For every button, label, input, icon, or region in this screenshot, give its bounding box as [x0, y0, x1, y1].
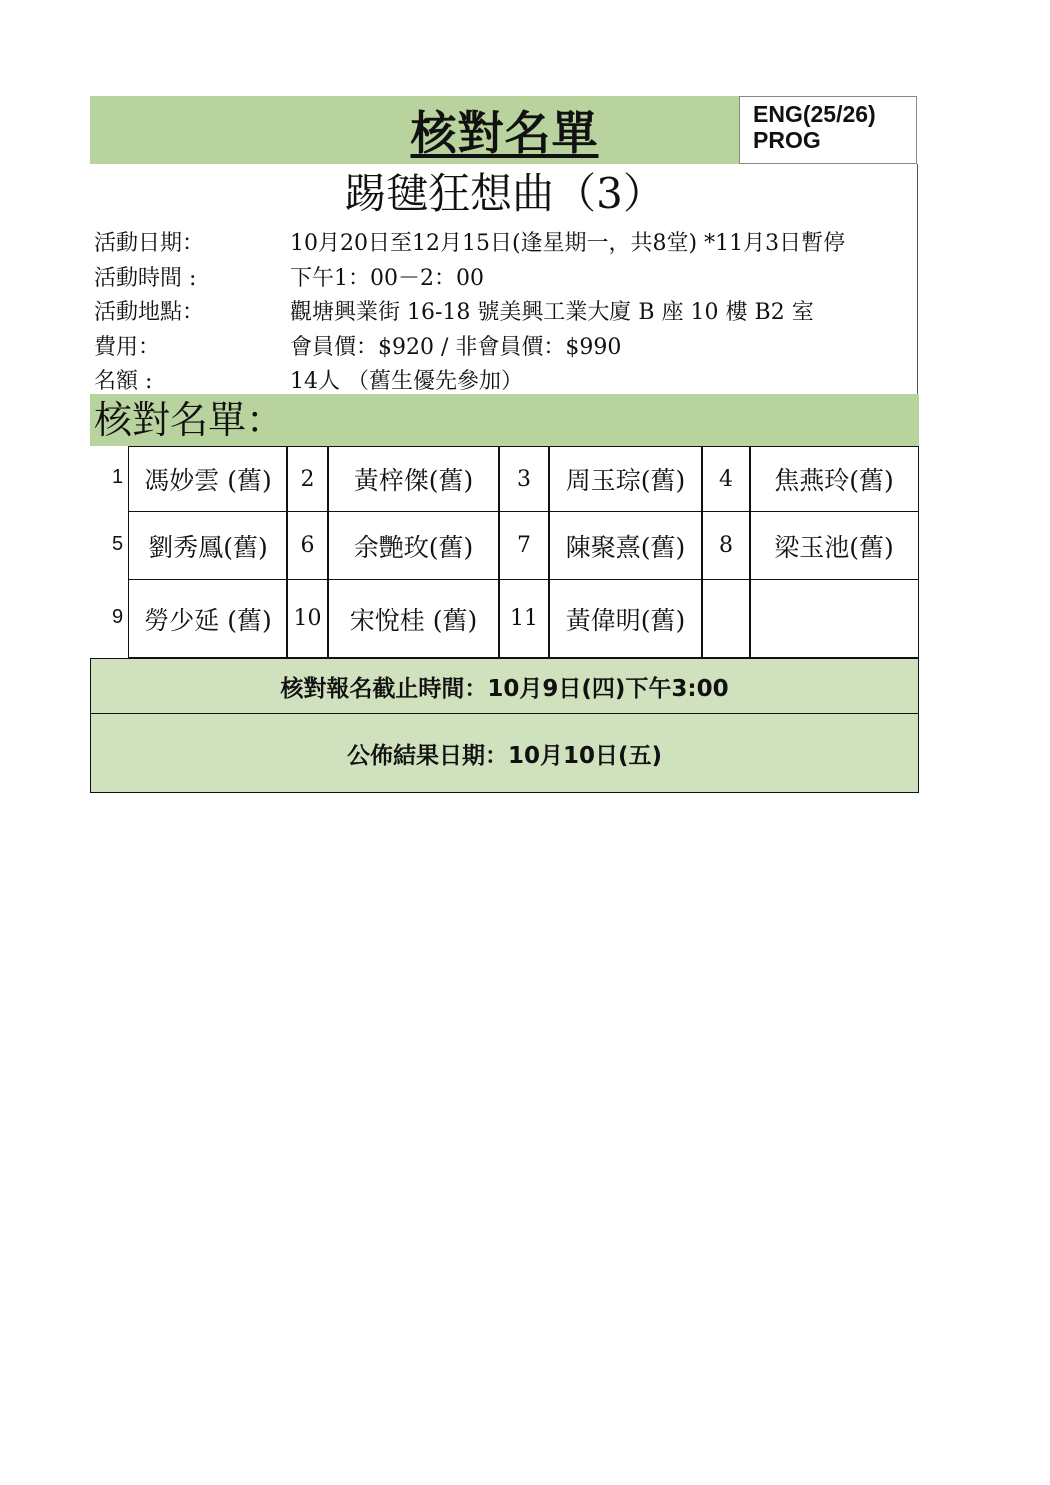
roster-number: 10 — [286, 579, 329, 658]
roster-heading: 核對名單： — [94, 398, 285, 442]
roster-number: 4 — [701, 446, 751, 512]
roster-name — [749, 579, 919, 658]
info-value: 14人 （舊生優先參加） — [290, 369, 523, 394]
roster-name: 宋悅桂 (舊) — [327, 579, 500, 658]
roster-number: 1 — [112, 466, 124, 488]
info-value: 10月20日至12月15日(逢星期一，共8堂) *11月3日暫停 — [290, 231, 846, 256]
roster-number: 11 — [498, 579, 550, 658]
info-label: 費用： — [94, 334, 161, 360]
info-label: 活動日期： — [94, 231, 205, 256]
roster-name: 馮妙雲 (舊) — [128, 446, 288, 512]
roster-name: 余艷玫(舊) — [327, 511, 500, 580]
info-label: 活動地點： — [94, 300, 205, 325]
roster-name: 勞少延 (舊) — [128, 579, 288, 658]
roster-number: 6 — [286, 511, 329, 580]
roster-name: 梁玉池(舊) — [749, 511, 919, 580]
roster-name: 黃梓傑(舊) — [327, 446, 500, 512]
page-title: 核對名單 — [410, 106, 599, 160]
info-value: 會員價：$920 / 非會員價：$990 — [290, 334, 622, 360]
roster-number: 9 — [112, 605, 124, 628]
roster-number: 8 — [701, 511, 751, 580]
activity-info — [94, 227, 914, 400]
info-value: 下午1：00－2：00 — [290, 265, 484, 291]
roster-heading-bar — [90, 394, 919, 446]
info-label: 名額 : — [94, 369, 153, 394]
programme-code-line1: ENG(25/26) — [753, 101, 876, 127]
roster-name: 劉秀鳳(舊) — [128, 511, 288, 580]
roster-number — [701, 579, 751, 658]
programme-code-line2: PROG — [753, 127, 821, 153]
roster-number: 7 — [498, 511, 550, 580]
roster-name: 焦燕玲(舊) — [749, 446, 919, 512]
info-row-date — [94, 227, 914, 262]
info-label: 活動時間 : — [94, 265, 197, 291]
roster-number: 3 — [498, 446, 550, 512]
programme-code-box — [739, 96, 917, 164]
info-row-time — [94, 262, 914, 297]
roster-name: 周玉琮(舊) — [548, 446, 703, 512]
roster-name: 陳聚熹(舊) — [548, 511, 703, 580]
title-bar — [90, 96, 739, 164]
roster-number: 2 — [286, 446, 329, 512]
info-row-venue — [94, 296, 914, 331]
roster-number: 5 — [112, 532, 124, 555]
info-row-fee — [94, 331, 914, 366]
result-date-banner: 公佈結果日期：10月10日(五) — [90, 713, 919, 793]
activity-name: 踢毽狂想曲（3） — [344, 169, 665, 218]
info-value: 觀塘興業街 16-18 號美興工業大廈 B 座 10 樓 B2 室 — [290, 300, 814, 325]
roster-name: 黃偉明(舊) — [548, 579, 703, 658]
deadline-banner: 核對報名截止時間：10月9日(四)下午3:00 — [90, 658, 919, 715]
